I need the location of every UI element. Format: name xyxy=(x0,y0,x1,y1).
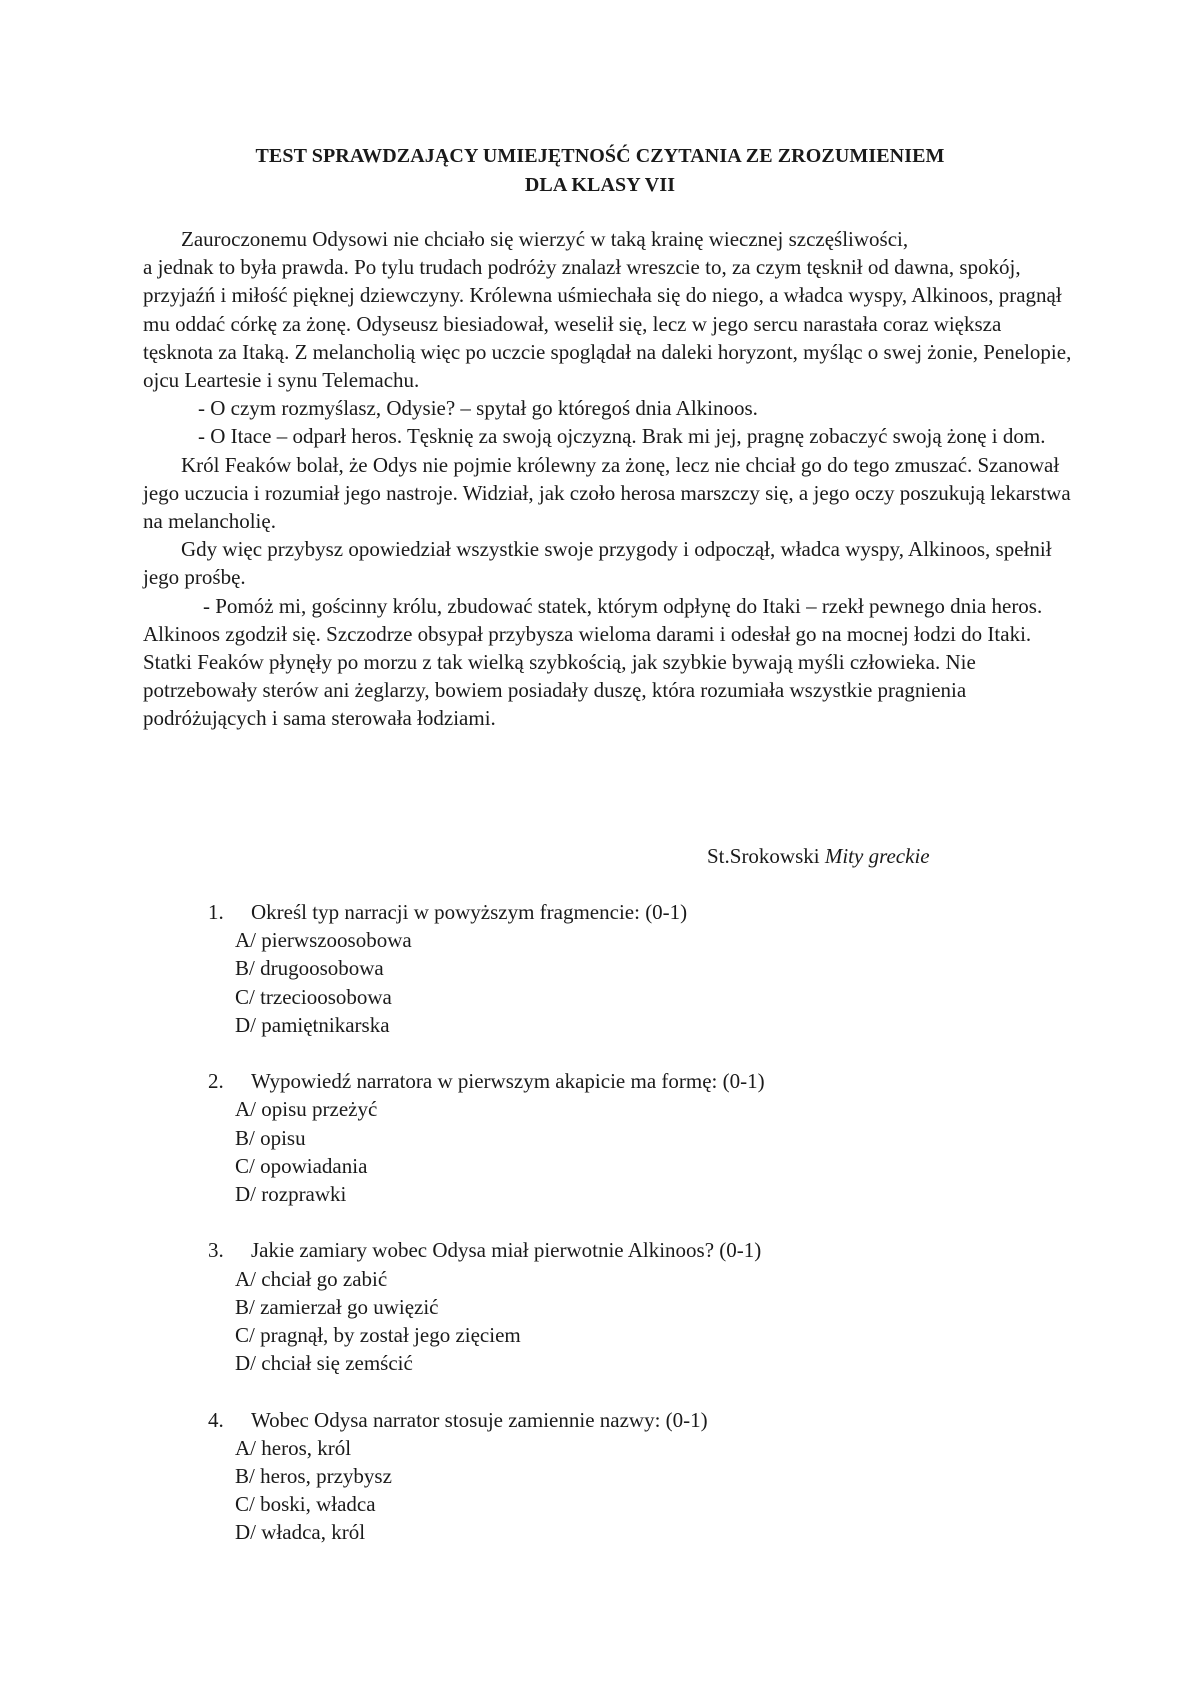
dialogue-line-1: - O czym rozmyślasz, Odysie? – spytał go któregoś dnia Alkinoos. xyxy=(198,396,758,421)
question-text: Jakie zamiary wobec Odysa miał pierwotnie Alkinoos? (0-1) xyxy=(251,1238,762,1263)
source-citation xyxy=(707,842,930,870)
answer-option: D/ władca, król xyxy=(235,1520,366,1545)
answer-option: D/ chciał się zemścić xyxy=(235,1351,413,1376)
paragraph-3: Gdy więc przybysz opowiedział wszystkie swoje przygody i odpoczął, władca wyspy, Alkinoos, spełnił jego prośbę. xyxy=(143,537,1052,590)
dialogue-line-2: - O Itace – odparł heros. Tęsknię za swoją ojczyzną. Brak mi jej, pragnę zobaczyć swoją żonę i dom. xyxy=(198,424,1046,449)
answer-option: B/ heros, przybysz xyxy=(235,1464,392,1489)
question-list xyxy=(208,898,1088,1575)
reading-passage xyxy=(143,225,1073,733)
answer-options xyxy=(208,1095,1088,1208)
question-text: Określ typ narracji w powyższym fragmencie: (0-1) xyxy=(251,900,688,924)
paragraph-4: - Pomóż mi, gościnny królu, zbudować statek, którym odpłynę do Itaki – rzekł pewnego dnia heros. Alkinoos zgodził się. Szczodrze obsypał przybysza wieloma darami i odesłał go na mocnej łodzi do Itaki. Statki Feaków płynęły po morzu z tak wielką szybkością, jak szybkie bywają myśli człowieka. Nie potrzebowały sterów ani żeglarzy, bowiem posiadały duszę, która rozumiała wszystkie pragnienia podróżujących i sama sterowała łodziami. xyxy=(143,593,1043,731)
answer-option: A/ chciał go zabić xyxy=(235,1266,388,1291)
answer-option: B/ zamierzał go uwięzić xyxy=(235,1294,439,1319)
question-4 xyxy=(208,1406,1088,1547)
title-line-2: DLA KLASY VII xyxy=(524,174,676,196)
paragraph-2: Król Feaków bolał, że Odys nie pojmie królewny za żonę, lecz nie chciał go do tego zmuszać. Szanował jego uczucia i rozumiał jego nastroje. Widział, jak czoło herosa marszczy się, a jego oczy poszukują lekarstwa na melancholię. xyxy=(143,452,1071,534)
question-number: 2. xyxy=(208,1069,224,1094)
question-2 xyxy=(208,1067,1088,1208)
source-author: St.Srokowski xyxy=(707,844,820,868)
answer-option: D/ pamiętnikarska xyxy=(235,1012,390,1037)
answer-option: C/ opowiadania xyxy=(235,1153,368,1178)
answer-options xyxy=(208,1434,1088,1547)
paragraph-1-first-line: Zauroczonemu Odysowi nie chciało się wierzyć w taką krainę wiecznej szczęśliwości, xyxy=(181,227,909,251)
answer-option: D/ rozprawki xyxy=(235,1182,347,1207)
answer-options xyxy=(208,926,1088,1039)
question-1 xyxy=(208,898,1088,1039)
answer-options xyxy=(208,1265,1088,1378)
answer-option: C/ trzecioosobowa xyxy=(235,984,392,1009)
answer-option: A/ pierwszoosobowa xyxy=(235,928,412,953)
document-title xyxy=(0,142,1200,200)
answer-option: C/ pragnął, by został jego zięciem xyxy=(235,1323,521,1348)
question-number: 4. xyxy=(208,1407,224,1432)
question-text: Wypowiedź narratora w pierwszym akapicie ma formę: (0-1) xyxy=(251,1069,765,1094)
question-text: Wobec Odysa narrator stosuje zamiennie nazwy: (0-1) xyxy=(251,1407,708,1432)
source-title: Mity greckie xyxy=(824,844,930,868)
question-number: 1. xyxy=(208,900,224,924)
question-number: 3. xyxy=(208,1238,224,1263)
answer-option: A/ opisu przeżyć xyxy=(235,1097,378,1122)
question-3 xyxy=(208,1236,1088,1377)
answer-option: C/ boski, władca xyxy=(235,1492,376,1517)
answer-option: A/ heros, król xyxy=(235,1435,352,1460)
title-line-1: TEST SPRAWDZAJĄCY UMIEJĘTNOŚĆ CZYTANIA ZE ZROZUMIENIEM xyxy=(255,145,945,167)
answer-option: B/ opisu xyxy=(235,1125,306,1150)
answer-option: B/ drugoosobowa xyxy=(235,956,384,981)
paragraph-1-rest: a jednak to była prawda. Po tylu trudach podróży znalazł wreszcie to, za czym tęsknił od dawna, spokój, przyjaźń i miłość pięknej dziewczyny. Królewna uśmiechała się do niego, a władca wyspy, Alkinoos, pragnął mu oddać córkę za żonę. Odyseusz biesiadował, weselił się, lecz w jego sercu narastała coraz większa tęsknota za Itaką. Z melancholią więc po uczcie spoglądał na daleki horyzont, myśląc o swej żonie, Penelopie, ojcu Leartesie i synu Telemachu. xyxy=(143,255,1072,393)
